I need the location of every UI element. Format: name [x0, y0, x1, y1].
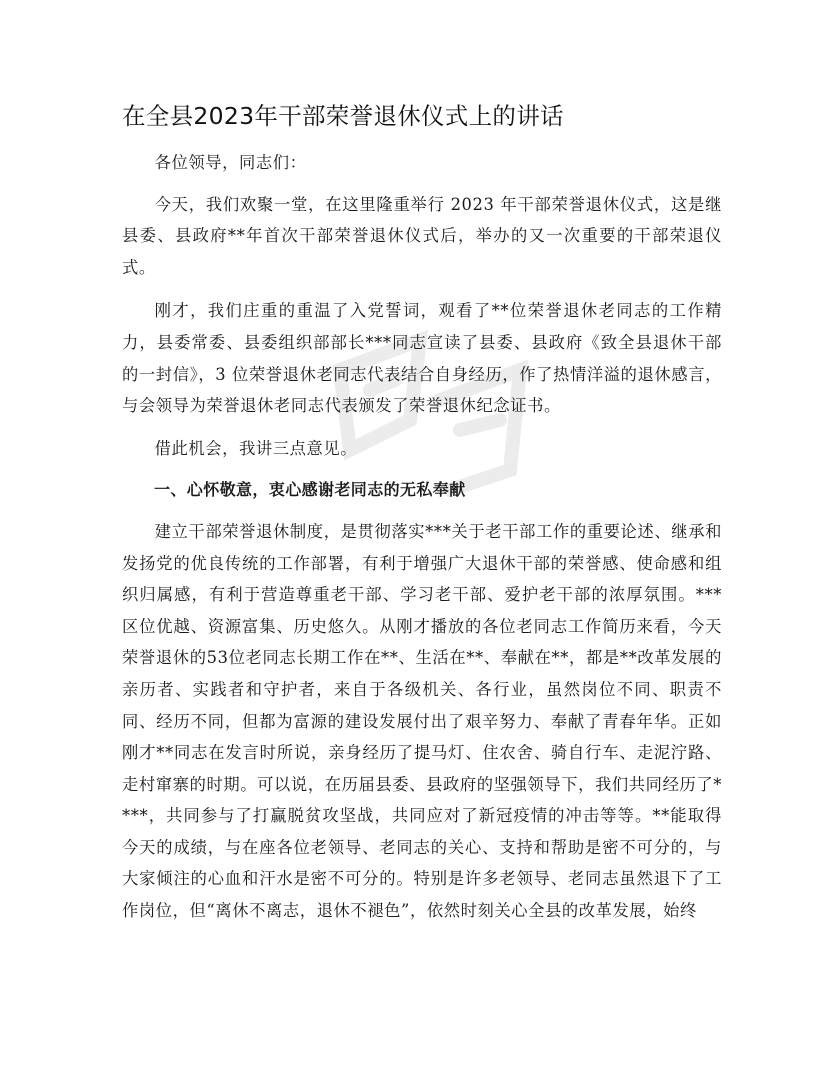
document-title: 在全县2023年干部荣誉退休仪式上的讲话 — [122, 102, 564, 130]
paragraph-opening: 今天，我们欢聚一堂，在这里隆重举行 2023 年干部荣誉退休仪式，这是继县委、县政府**年首次干部荣誉退休仪式后，举办的又一次重要的干部荣退仪式。 — [122, 194, 722, 277]
paragraph-section-1: 建立干部荣誉退休制度，是贯彻落实***关于老干部工作的重要论述、继承和发扬党的优良传统的工作部署，有利于增强广大退休干部的荣誉感、使命感和组织归属感，有利于营造尊重老干部、学习老干部、爱护老干部的浓厚氛围。***区位优越、资源富集、历史悠久。从刚才播放的各位老同志工作简历来看，今天荣誉退休的53位老同志长期工作在**、生活在**、奉献在**，都是**改革发展的亲历者、实践者和守护者，来自于各级机关、各行业，虽然岗位不同、职责不同、经历不同，但都为富源的建设发展付出了艰辛努力、奉献了青春年华。正如刚才**同志在发言时所说，亲身经历了提马灯、住农舍、骑自行车、走泥泞路、走村窜寨的时期。可以说，在历届县委、县政府的坚强领导下，我们共同经历了****，共同参与了打赢脱贫攻坚战，共同应对了新冠疫情的冲击等等。**能取得今天的成绩，与在座各位老领导、老同志的关心、支持和帮助是密不可分的，与大家倾注的心血和汗水是密不可分的。特别是许多老领导、老同志虽然退下了工作岗位，但“离休不离志，退休不褪色”，依然时刻关心全县的改革发展，始终 — [122, 521, 722, 921]
document-body — [122, 147, 722, 927]
paragraph-three-points: 借此机会，我讲三点意见。 — [154, 438, 358, 458]
greeting: 各位领导，同志们： — [154, 153, 307, 172]
paragraph-ceremony-recap: 刚才，我们庄重的重温了入党誓词，观看了**位荣誉退休老同志的工作精力，县委常委、县委组织部部长***同志宣读了县委、县政府《致全县退休干部的一封信》，3 位荣誉退休老同志代表结合自身经历，作了热情洋溢的退休感言，与会领导为荣誉退休老同志代表颁发了荣誉退休纪念证书。 — [122, 301, 722, 416]
section-heading-1: 一、心怀敬意，衷心感谢老同志的无私奉献 — [154, 480, 466, 500]
